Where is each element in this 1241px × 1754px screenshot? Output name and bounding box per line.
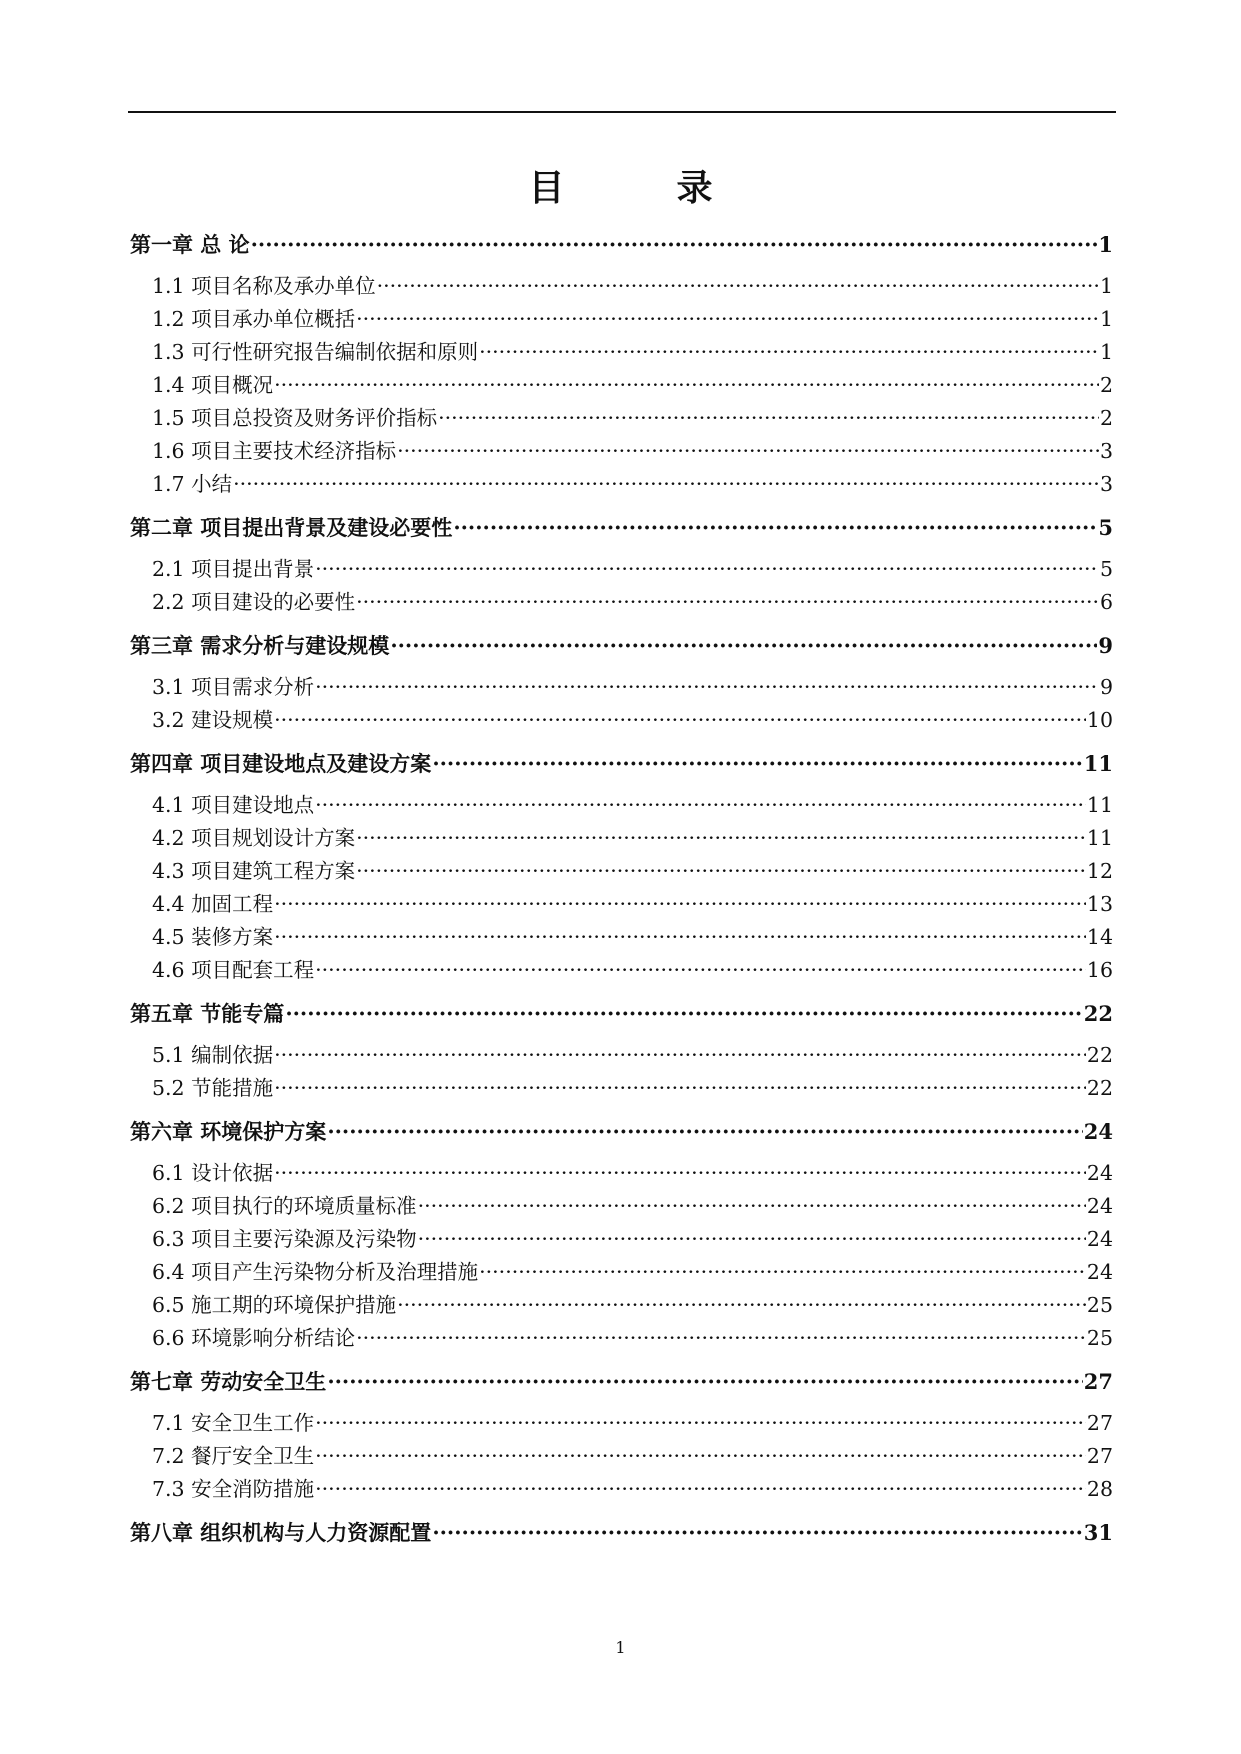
toc-section-entry[interactable] xyxy=(130,1407,1113,1440)
dot-leader xyxy=(356,1322,1086,1355)
toc-entry-label: 7.2 餐厅安全卫生 xyxy=(152,1444,315,1468)
toc-page-number: 11 xyxy=(1086,793,1113,817)
toc-entry-label: 6.1 设计依据 xyxy=(152,1161,274,1185)
dot-leader xyxy=(479,1256,1086,1289)
toc-page-number: 24 xyxy=(1086,1227,1113,1251)
toc-page-number: 6 xyxy=(1099,590,1113,614)
toc-section-entry[interactable] xyxy=(130,789,1113,822)
toc-page-number: 1 xyxy=(1099,307,1113,331)
dot-leader xyxy=(274,1157,1086,1190)
toc-page-number: 9 xyxy=(1099,675,1113,699)
toc-entry-label: 5.1 编制依据 xyxy=(152,1043,274,1067)
toc-section-entry[interactable] xyxy=(130,1289,1113,1322)
toc-page-number: 25 xyxy=(1086,1293,1113,1317)
dot-leader xyxy=(315,1407,1086,1440)
toc-chapter-entry[interactable] xyxy=(130,1113,1113,1151)
toc-section-entry[interactable] xyxy=(130,270,1113,303)
toc-section-entry[interactable] xyxy=(130,921,1113,954)
toc-entry-label: 1.7 小结 xyxy=(152,472,233,496)
toc-page-number: 2 xyxy=(1099,406,1113,430)
toc-page-number: 24 xyxy=(1083,1119,1113,1144)
toc-entry-label: 第五章 节能专篇 xyxy=(130,1001,285,1026)
toc-chapter-entry[interactable] xyxy=(130,995,1113,1033)
toc-section-entry[interactable] xyxy=(130,435,1113,468)
toc-chapter-entry[interactable] xyxy=(130,1514,1113,1552)
dot-leader xyxy=(274,888,1086,921)
toc-page-number: 5 xyxy=(1098,515,1113,540)
toc-entry-label: 4.3 项目建筑工程方案 xyxy=(152,859,356,883)
dot-leader xyxy=(356,586,1099,619)
toc-section-entry[interactable] xyxy=(130,1322,1113,1355)
toc-page-number: 31 xyxy=(1083,1520,1113,1545)
toc-page-number: 22 xyxy=(1083,1001,1113,1026)
dot-leader xyxy=(356,855,1086,888)
dot-leader xyxy=(377,270,1099,303)
toc-page-number: 27 xyxy=(1086,1444,1113,1468)
toc-page-number: 11 xyxy=(1086,826,1113,850)
toc-section-entry[interactable] xyxy=(130,1473,1113,1506)
toc-section-entry[interactable] xyxy=(130,954,1113,987)
toc-entry-label: 6.4 项目产生污染物分析及治理措施 xyxy=(152,1260,479,1284)
dot-leader xyxy=(432,1514,1082,1552)
toc-entry-label: 6.5 施工期的环境保护措施 xyxy=(152,1293,397,1317)
dot-leader xyxy=(315,553,1099,586)
dot-leader xyxy=(233,468,1099,501)
toc-page-number: 9 xyxy=(1098,633,1113,658)
toc-section-entry[interactable] xyxy=(130,468,1113,501)
dot-leader xyxy=(315,789,1086,822)
toc-page-number: 28 xyxy=(1086,1477,1113,1501)
toc-page-number: 22 xyxy=(1086,1043,1113,1067)
toc-entry-label: 4.1 项目建设地点 xyxy=(152,793,315,817)
toc-page-number: 1 xyxy=(1099,340,1113,364)
toc-section-entry[interactable] xyxy=(130,1190,1113,1223)
toc-page-number: 1 xyxy=(1098,232,1113,257)
dot-leader xyxy=(327,1363,1082,1401)
toc-chapter-entry[interactable] xyxy=(130,1363,1113,1401)
toc-page-number: 3 xyxy=(1099,439,1113,463)
toc-page-number: 3 xyxy=(1099,472,1113,496)
toc-entry-label: 1.3 可行性研究报告编制依据和原则 xyxy=(152,340,479,364)
toc-entry-label: 第四章 项目建设地点及建设方案 xyxy=(130,751,432,776)
dot-leader xyxy=(315,1440,1086,1473)
toc-entry-label: 6.2 项目执行的环境质量标准 xyxy=(152,1194,417,1218)
toc-page-number: 5 xyxy=(1099,557,1113,581)
toc-page-number: 14 xyxy=(1086,925,1113,949)
dot-leader xyxy=(285,995,1082,1033)
toc-section-entry[interactable] xyxy=(130,888,1113,921)
toc-page-number: 13 xyxy=(1086,892,1113,916)
toc-section-entry[interactable] xyxy=(130,1039,1113,1072)
toc-entry-label: 1.5 项目总投资及财务评价指标 xyxy=(152,406,438,430)
dot-leader xyxy=(453,509,1097,547)
toc-entry-label: 6.3 项目主要污染源及污染物 xyxy=(152,1227,417,1251)
toc-section-entry[interactable] xyxy=(130,1440,1113,1473)
toc-entry-label: 3.1 项目需求分析 xyxy=(152,675,315,699)
toc-chapter-entry[interactable] xyxy=(130,226,1113,264)
dot-leader xyxy=(274,1072,1086,1105)
dot-leader xyxy=(390,627,1097,665)
toc-entry-label: 第六章 环境保护方案 xyxy=(130,1119,327,1144)
dot-leader xyxy=(438,402,1099,435)
toc-entry-label: 1.4 项目概况 xyxy=(152,373,274,397)
dot-leader xyxy=(274,1039,1086,1072)
toc-entry-label: 7.3 安全消防措施 xyxy=(152,1477,315,1501)
toc-section-entry[interactable] xyxy=(130,671,1113,704)
toc-page-number: 2 xyxy=(1099,373,1113,397)
toc-page-number: 27 xyxy=(1083,1369,1113,1394)
toc-entry-label: 第二章 项目提出背景及建设必要性 xyxy=(130,515,453,540)
toc-page-number: 11 xyxy=(1083,751,1113,776)
dot-leader xyxy=(315,671,1099,704)
dot-leader xyxy=(356,822,1086,855)
toc-chapter-entry[interactable] xyxy=(130,627,1113,665)
toc-section-entry[interactable] xyxy=(130,704,1113,737)
toc-section-entry[interactable] xyxy=(130,586,1113,619)
toc-entry-label: 2.1 项目提出背景 xyxy=(152,557,315,581)
dot-leader xyxy=(356,303,1099,336)
toc-entry-label: 1.6 项目主要技术经济指标 xyxy=(152,439,397,463)
toc-entry-label: 4.5 装修方案 xyxy=(152,925,274,949)
toc-page-number: 22 xyxy=(1086,1076,1113,1100)
dot-leader xyxy=(251,226,1098,264)
toc-entry-label: 6.6 环境影响分析结论 xyxy=(152,1326,356,1350)
toc-section-entry[interactable] xyxy=(130,1223,1113,1256)
toc-entry-label: 1.1 项目名称及承办单位 xyxy=(152,274,376,298)
toc-entry-label: 4.2 项目规划设计方案 xyxy=(152,826,356,850)
toc-section-entry[interactable] xyxy=(130,402,1113,435)
dot-leader xyxy=(274,921,1086,954)
dot-leader xyxy=(397,435,1099,468)
dot-leader xyxy=(274,704,1086,737)
toc-chapter-entry[interactable] xyxy=(130,509,1113,547)
toc-section-entry[interactable] xyxy=(130,1072,1113,1105)
dot-leader xyxy=(315,1473,1086,1506)
toc-chapter-entry[interactable] xyxy=(130,745,1113,783)
toc-entry-label: 2.2 项目建设的必要性 xyxy=(152,590,356,614)
toc-entry-label: 1.2 项目承办单位概括 xyxy=(152,307,356,331)
toc-page-number: 27 xyxy=(1086,1411,1113,1435)
table-of-contents xyxy=(130,226,1113,1552)
toc-entry-label: 第八章 组织机构与人力资源配置 xyxy=(130,1520,432,1545)
dot-leader xyxy=(432,745,1082,783)
dot-leader xyxy=(479,336,1099,369)
dot-leader xyxy=(418,1223,1086,1256)
toc-page-number: 25 xyxy=(1086,1326,1113,1350)
toc-page-number: 24 xyxy=(1086,1194,1113,1218)
toc-entry-label: 第七章 劳动安全卫生 xyxy=(130,1369,327,1394)
toc-section-entry[interactable] xyxy=(130,1256,1113,1289)
toc-entry-label: 第一章 总 论 xyxy=(130,232,250,257)
toc-entry-label: 4.4 加固工程 xyxy=(152,892,274,916)
footer-page-number: 1 xyxy=(615,1638,626,1657)
toc-section-entry[interactable] xyxy=(130,303,1113,336)
toc-entry-label: 3.2 建设规模 xyxy=(152,708,274,732)
toc-page-number: 10 xyxy=(1086,708,1113,732)
toc-page-number: 1 xyxy=(1099,274,1113,298)
toc-section-entry[interactable] xyxy=(130,855,1113,888)
dot-leader xyxy=(418,1190,1086,1223)
toc-page-number: 24 xyxy=(1086,1260,1113,1284)
toc-entry-label: 5.2 节能措施 xyxy=(152,1076,274,1100)
toc-section-entry[interactable] xyxy=(130,1157,1113,1190)
toc-entry-label: 第三章 需求分析与建设规模 xyxy=(130,633,390,658)
header-rule xyxy=(128,111,1116,113)
toc-section-entry[interactable] xyxy=(130,336,1113,369)
page-title: 目 录 xyxy=(528,167,751,209)
dot-leader xyxy=(315,954,1086,987)
toc-entry-label: 7.1 安全卫生工作 xyxy=(152,1411,315,1435)
dot-leader xyxy=(327,1113,1082,1151)
toc-page-number: 24 xyxy=(1086,1161,1113,1185)
toc-section-entry[interactable] xyxy=(130,369,1113,402)
dot-leader xyxy=(397,1289,1086,1322)
toc-section-entry[interactable] xyxy=(130,822,1113,855)
toc-page-number: 12 xyxy=(1086,859,1113,883)
dot-leader xyxy=(274,369,1099,402)
toc-page-number: 16 xyxy=(1086,958,1113,982)
toc-entry-label: 4.6 项目配套工程 xyxy=(152,958,315,982)
toc-section-entry[interactable] xyxy=(130,553,1113,586)
